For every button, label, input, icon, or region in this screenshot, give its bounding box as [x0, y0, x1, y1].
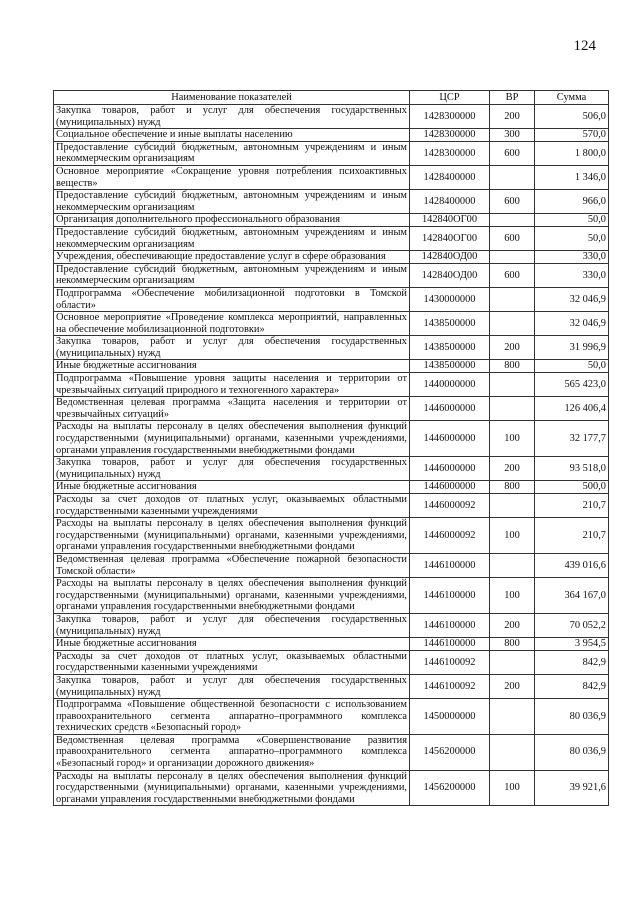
header-name: Наименование показателей	[54, 91, 410, 105]
table-row	[54, 481, 609, 494]
row-name-cell: Подпрограмма «Повышение уровня защиты населения и территории от чрезвычайных ситуаций природного и техногенного характера»	[54, 373, 410, 397]
row-name-cell: Основное мероприятие «Проведение комплекса мероприятий, направленных на обеспечение мобилизационной подготовки»	[54, 312, 410, 336]
row-sum-cell: 50,0	[535, 360, 609, 373]
row-csr-cell: 1456200000	[410, 770, 490, 806]
row-name-cell: Расходы на выплаты персоналу в целях обеспечения выполнения функций государственными (муниципальными) органами, казенными учреждениями, органами управления государственными внебюджетными фондами	[54, 421, 410, 457]
row-vr-cell	[490, 373, 535, 397]
table-row	[54, 494, 609, 518]
row-csr-cell: 1430000000	[410, 287, 490, 311]
row-csr-cell: 1446100000	[410, 578, 490, 614]
table-row	[54, 360, 609, 373]
row-csr-cell: 142840ОД00	[410, 263, 490, 287]
table-row	[54, 287, 609, 311]
row-vr-cell: 200	[490, 674, 535, 698]
row-name-cell: Подпрограмма «Повышение общественной безопасности с использованием правоохранительного сегмента аппаратно–программного комплекса технических средств «Безопасный город»	[54, 699, 410, 735]
table-row	[54, 674, 609, 698]
row-vr-cell: 100	[490, 518, 535, 554]
row-name-cell: Ведомственная целевая программа «Защита населения и территории от чрезвычайных ситуаций»	[54, 397, 410, 421]
table-row	[54, 251, 609, 264]
row-vr-cell: 100	[490, 770, 535, 806]
row-csr-cell: 1428400000	[410, 190, 490, 214]
table-row	[54, 226, 609, 250]
table-row	[54, 373, 609, 397]
header-sum: Сумма	[535, 91, 609, 105]
row-sum-cell: 565 423,0	[535, 373, 609, 397]
table-row	[54, 638, 609, 651]
row-vr-cell	[490, 650, 535, 674]
row-vr-cell: 600	[490, 190, 535, 214]
table-row	[54, 105, 609, 129]
row-vr-cell: 200	[490, 105, 535, 129]
row-sum-cell: 210,7	[535, 518, 609, 554]
row-sum-cell: 3 954,5	[535, 638, 609, 651]
table-row	[54, 553, 609, 577]
row-vr-cell	[490, 734, 535, 770]
row-vr-cell: 100	[490, 421, 535, 457]
row-name-cell: Закупка товаров, работ и услуг для обеспечения государственных (муниципальных) нужд	[54, 457, 410, 481]
row-sum-cell: 1 346,0	[535, 165, 609, 189]
header-vr: ВР	[490, 91, 535, 105]
row-csr-cell: 1428300000	[410, 105, 490, 129]
table-row	[54, 734, 609, 770]
row-csr-cell: 1446000092	[410, 518, 490, 554]
table-header-row	[54, 91, 609, 105]
row-vr-cell: 200	[490, 457, 535, 481]
row-name-cell: Расходы на выплаты персоналу в целях обеспечения выполнения функций государственными (муниципальными) органами, казенными учреждениями, органами управления государственными внебюджетными фондами	[54, 518, 410, 554]
table-row	[54, 613, 609, 637]
row-csr-cell: 1440000000	[410, 373, 490, 397]
row-csr-cell: 1428300000	[410, 129, 490, 142]
row-csr-cell: 1446000000	[410, 481, 490, 494]
row-name-cell: Закупка товаров, работ и услуг для обеспечения государственных (муниципальных) нужд	[54, 336, 410, 360]
row-csr-cell: 142840ОД00	[410, 251, 490, 264]
row-sum-cell: 39 921,6	[535, 770, 609, 806]
row-name-cell: Социальное обеспечение и иные выплаты населению	[54, 129, 410, 142]
row-sum-cell: 70 052,2	[535, 613, 609, 637]
row-vr-cell: 300	[490, 129, 535, 142]
row-sum-cell: 80 036,9	[535, 734, 609, 770]
row-vr-cell: 600	[490, 141, 535, 165]
row-csr-cell: 1428400000	[410, 165, 490, 189]
table-row	[54, 457, 609, 481]
table-row	[54, 129, 609, 142]
table-row	[54, 336, 609, 360]
row-sum-cell: 330,0	[535, 263, 609, 287]
row-vr-cell	[490, 214, 535, 227]
row-sum-cell: 330,0	[535, 251, 609, 264]
table-row	[54, 421, 609, 457]
table-row	[54, 190, 609, 214]
row-vr-cell	[490, 494, 535, 518]
row-name-cell: Закупка товаров, работ и услуг для обеспечения государственных (муниципальных) нужд	[54, 674, 410, 698]
row-name-cell: Расходы за счет доходов от платных услуг, оказываемых областными государственными казенными учреждениями	[54, 494, 410, 518]
row-sum-cell: 506,0	[535, 105, 609, 129]
row-csr-cell: 1446000000	[410, 421, 490, 457]
table-row	[54, 699, 609, 735]
table-row	[54, 578, 609, 614]
table-row	[54, 312, 609, 336]
row-name-cell: Предоставление субсидий бюджетным, автономным учреждениям и иным некоммерческим организациям	[54, 141, 410, 165]
row-csr-cell: 1446000000	[410, 457, 490, 481]
row-name-cell: Подпрограмма «Обеспечение мобилизационной подготовки в Томской области»	[54, 287, 410, 311]
row-vr-cell: 800	[490, 360, 535, 373]
row-vr-cell: 100	[490, 578, 535, 614]
row-sum-cell: 80 036,9	[535, 699, 609, 735]
row-sum-cell: 500,0	[535, 481, 609, 494]
row-csr-cell: 1446100000	[410, 638, 490, 651]
row-sum-cell: 966,0	[535, 190, 609, 214]
row-name-cell: Расходы на выплаты персоналу в целях обеспечения выполнения функций государственными (муниципальными) органами, казенными учреждениями, органами управления государственными внебюджетными фондами	[54, 578, 410, 614]
row-vr-cell: 800	[490, 638, 535, 651]
row-csr-cell: 1446000000	[410, 397, 490, 421]
row-sum-cell: 210,7	[535, 494, 609, 518]
row-sum-cell: 126 406,4	[535, 397, 609, 421]
row-name-cell: Иные бюджетные ассигнования	[54, 638, 410, 651]
table-row	[54, 650, 609, 674]
row-sum-cell: 439 016,6	[535, 553, 609, 577]
row-name-cell: Предоставление субсидий бюджетным, автономным учреждениям и иным некоммерческим организациям	[54, 263, 410, 287]
page-number: 124	[573, 38, 596, 54]
row-sum-cell: 842,9	[535, 650, 609, 674]
row-csr-cell: 1428300000	[410, 141, 490, 165]
row-csr-cell: 1438500000	[410, 360, 490, 373]
table-row	[54, 141, 609, 165]
table-row	[54, 518, 609, 554]
row-vr-cell: 800	[490, 481, 535, 494]
row-sum-cell: 364 167,0	[535, 578, 609, 614]
row-name-cell: Иные бюджетные ассигнования	[54, 481, 410, 494]
row-vr-cell: 200	[490, 336, 535, 360]
table-body	[54, 105, 609, 806]
row-csr-cell: 1456200000	[410, 734, 490, 770]
row-name-cell: Расходы на выплаты персоналу в целях обеспечения выполнения функций государственными (муниципальными) органами, казенными учреждениями, органами управления государственными внебюджетными фондами	[54, 770, 410, 806]
row-vr-cell	[490, 287, 535, 311]
row-name-cell: Расходы за счет доходов от платных услуг, оказываемых областными государственными казенными учреждениями	[54, 650, 410, 674]
table-row	[54, 165, 609, 189]
row-sum-cell: 1 800,0	[535, 141, 609, 165]
row-sum-cell: 32 046,9	[535, 312, 609, 336]
table-row	[54, 770, 609, 806]
row-csr-cell: 1438500000	[410, 312, 490, 336]
row-csr-cell: 1446100000	[410, 553, 490, 577]
row-sum-cell: 50,0	[535, 214, 609, 227]
row-sum-cell: 31 996,9	[535, 336, 609, 360]
row-name-cell: Ведомственная целевая программа «Обеспечение пожарной безопасности Томской области»	[54, 553, 410, 577]
header-csr: ЦСР	[410, 91, 490, 105]
table-row	[54, 263, 609, 287]
row-csr-cell: 1446100092	[410, 650, 490, 674]
table-row	[54, 214, 609, 227]
row-name-cell: Основное мероприятие «Сокращение уровня потребления психоактивных веществ»	[54, 165, 410, 189]
row-vr-cell	[490, 397, 535, 421]
row-vr-cell: 600	[490, 226, 535, 250]
row-name-cell: Учреждения, обеспечивающие предоставление услуг в сфере образования	[54, 251, 410, 264]
row-sum-cell: 570,0	[535, 129, 609, 142]
row-vr-cell	[490, 553, 535, 577]
row-name-cell: Ведомственная целевая программа «Совершенствование развития правоохранительного сегмента аппаратно–программного комплекса «Безопасный город» и организации дорожного движения»	[54, 734, 410, 770]
row-vr-cell	[490, 251, 535, 264]
row-csr-cell: 1446100000	[410, 613, 490, 637]
table-row	[54, 397, 609, 421]
row-csr-cell: 142840ОГ00	[410, 214, 490, 227]
row-name-cell: Закупка товаров, работ и услуг для обеспечения государственных (муниципальных) нужд	[54, 105, 410, 129]
row-sum-cell: 32 177,7	[535, 421, 609, 457]
row-csr-cell: 1446000092	[410, 494, 490, 518]
row-csr-cell: 142840ОГ00	[410, 226, 490, 250]
row-vr-cell	[490, 699, 535, 735]
row-vr-cell: 600	[490, 263, 535, 287]
row-csr-cell: 1450000000	[410, 699, 490, 735]
row-csr-cell: 1438500000	[410, 336, 490, 360]
row-vr-cell	[490, 312, 535, 336]
row-sum-cell: 842,9	[535, 674, 609, 698]
row-name-cell: Закупка товаров, работ и услуг для обеспечения государственных (муниципальных) нужд	[54, 613, 410, 637]
row-sum-cell: 50,0	[535, 226, 609, 250]
row-sum-cell: 93 518,0	[535, 457, 609, 481]
row-name-cell: Организация дополнительного профессионального образования	[54, 214, 410, 227]
row-name-cell: Предоставление субсидий бюджетным, автономным учреждениям и иным некоммерческим организациям	[54, 190, 410, 214]
row-vr-cell: 200	[490, 613, 535, 637]
row-sum-cell: 32 046,9	[535, 287, 609, 311]
row-vr-cell	[490, 165, 535, 189]
row-csr-cell: 1446100092	[410, 674, 490, 698]
row-name-cell: Предоставление субсидий бюджетным, автономным учреждениям и иным некоммерческим организациям	[54, 226, 410, 250]
row-name-cell: Иные бюджетные ассигнования	[54, 360, 410, 373]
budget-table	[53, 90, 609, 806]
